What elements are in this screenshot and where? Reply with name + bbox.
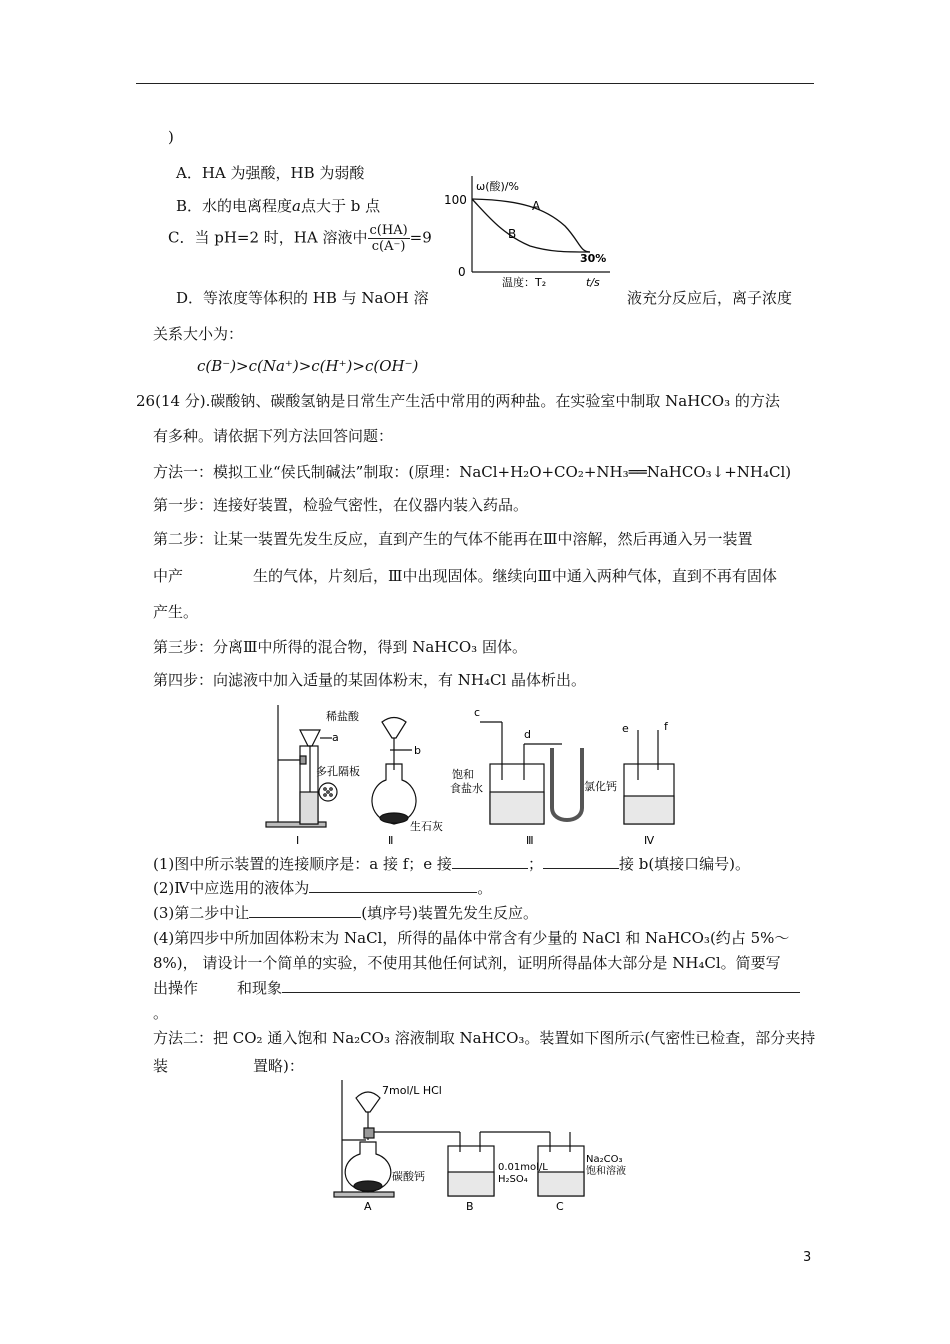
method-1: 方法一：模拟工业“侯氏制碱法”制取：(原理：NaCl+H₂O+CO₂+NH₃══NaHCO₃↓+NH₄Cl) [153,463,792,481]
question-4b: 8%)， 请设计一个简单的实验，不使用其他任何试剂，证明所得晶体大部分是 NH₄Cl。简要写 [153,954,781,972]
q26-heading-2: 有多种。请依据下列方法回答问题： [153,427,394,445]
device-c-label: C [556,1200,564,1213]
device-3-label: Ⅲ [526,834,534,847]
option-b: B．水的电离程度a点大于 b 点 [176,197,381,215]
q26-heading: 26(14 分).碳酸钠、碳酸氢钠是日常生产生活中常用的两种盐。在实验室中制取 NaHCO₃ 的方法 [136,392,780,410]
answer-blank-1[interactable] [452,854,528,869]
question-3: (3)第二步中让 (填序号)装置先发生反应。 [153,904,538,922]
step-4: 第四步：向滤液中加入适量的某固体粉末，有 NH₄Cl 晶体析出。 [153,671,587,689]
label-brine-1: 饱和 [452,768,474,781]
device-a-label: A [364,1200,372,1213]
method-2b-start: 装 [153,1057,169,1075]
label-caco3: 碳酸钙 [392,1170,425,1183]
method-2b-rest: 置略)： [253,1057,304,1075]
label-na2co3-1: Na₂CO₃ [586,1154,623,1165]
label-cacl2: 氯化钙 [584,780,617,793]
question-4d: 。 [153,1004,169,1022]
label-h2so4-1: 0.01mol/L [498,1162,548,1173]
label-f: f [664,720,668,733]
curve-a-label: A [532,199,541,213]
question-4c-start: 出操作 [153,979,199,997]
label-b: b [414,744,421,757]
device-4-label: Ⅳ [644,834,655,847]
curve-a [472,199,590,252]
y-tick-0: 0 [458,265,466,279]
x-axis-label: 温度：T₂ [502,276,547,289]
answer-blank-4[interactable] [249,903,361,918]
label-na2co3-2: 饱和溶液 [586,1166,626,1177]
page-number: 3 [803,1250,812,1265]
y-tick-100: 100 [444,193,467,207]
step-3: 第三步：分离Ⅲ中所得的混合物，得到 NaHCO₃ 固体。 [153,638,527,656]
question-2: (2)Ⅳ中应选用的液体为 。 [153,879,493,897]
apparatus-figure-2 [330,1076,630,1214]
t-label: t/s [586,276,600,289]
option-a: A．HA 为强酸，HB 为弱酸 [176,164,365,182]
step-2c: 产生。 [153,603,199,621]
header-rule [136,83,814,84]
option-d: D．等浓度等体积的 HB 与 NaOH 溶 [176,289,429,307]
option-d-cont: 液充分反应后，离子浓度 [627,289,793,307]
option-c: C．当 pH=2 时，HA 溶液中 $\frac{c(HA)}{c(A^-)}$ =9 [168,223,432,254]
label-hcl: 7mol/L HCl [382,1084,442,1097]
question-4a: (4)第四步中所加固体粉末为 NaCl，所得的晶体中常含有少量的 NaCl 和 NaHCO₃(约占 5%～ [153,929,790,947]
answer-blank-5[interactable] [282,978,800,993]
device-2-label: Ⅱ [388,834,394,847]
fraction-vs-time-graph [440,168,620,290]
label-e: e [622,722,629,735]
end-value-label: 30% [580,252,607,265]
fraction: $\frac{c(HA)}{c(A^-)}$ [369,223,408,254]
label-a: a [332,731,339,744]
step-2b-rest: 生的气体，片刻后，Ⅲ中出现固体。继续向Ⅲ中通入两种气体，直到不再有固体 [253,567,777,585]
label-c: c [474,706,481,719]
y-axis-label: ω(酸)/% [476,180,519,193]
step-1: 第一步：连接好装置，检验气密性，在仪器内装入药品。 [153,496,529,514]
label-porous-plate: 多孔隔板 [316,765,360,778]
closing-paren: ) [168,128,174,146]
device-b-label: B [466,1200,474,1213]
curve-b-label: B [508,227,517,241]
device-1-label: Ⅰ [296,834,300,847]
label-brine-2: 食盐水 [450,782,483,795]
answer-blank-3[interactable] [309,878,477,893]
question-4c-rest: 和现象 [237,977,800,998]
label-h2so4-2: H₂SO₄ [498,1174,528,1185]
label-dilute-hcl: 稀盐酸 [326,710,359,723]
option-d-line2: 关系大小为： [153,325,244,343]
method-2a: 方法二：把 CO₂ 通入饱和 Na₂CO₃ 溶液制取 NaHCO₃。装置如下图所示(气密性已检查，部分夹持 [153,1029,816,1047]
apparatus-figure-1 [262,700,682,850]
label-d: d [524,728,531,741]
option-d-line3: c(B⁻)>c(Na⁺)>c(H⁺)>c(OH⁻) [197,357,419,375]
answer-blank-2[interactable] [543,854,619,869]
step-2a: 第二步：让某一装置先发生反应，直到产生的气体不能再在Ⅲ中溶解，然后再通入另一装置 [153,530,753,548]
step-2b-start: 中产 [153,567,184,585]
question-1: (1)图中所示装置的连接顺序是：a 接 f；e 接 ； 接 b(填接口编号)。 [153,855,751,873]
label-quicklime: 生石灰 [410,820,443,833]
